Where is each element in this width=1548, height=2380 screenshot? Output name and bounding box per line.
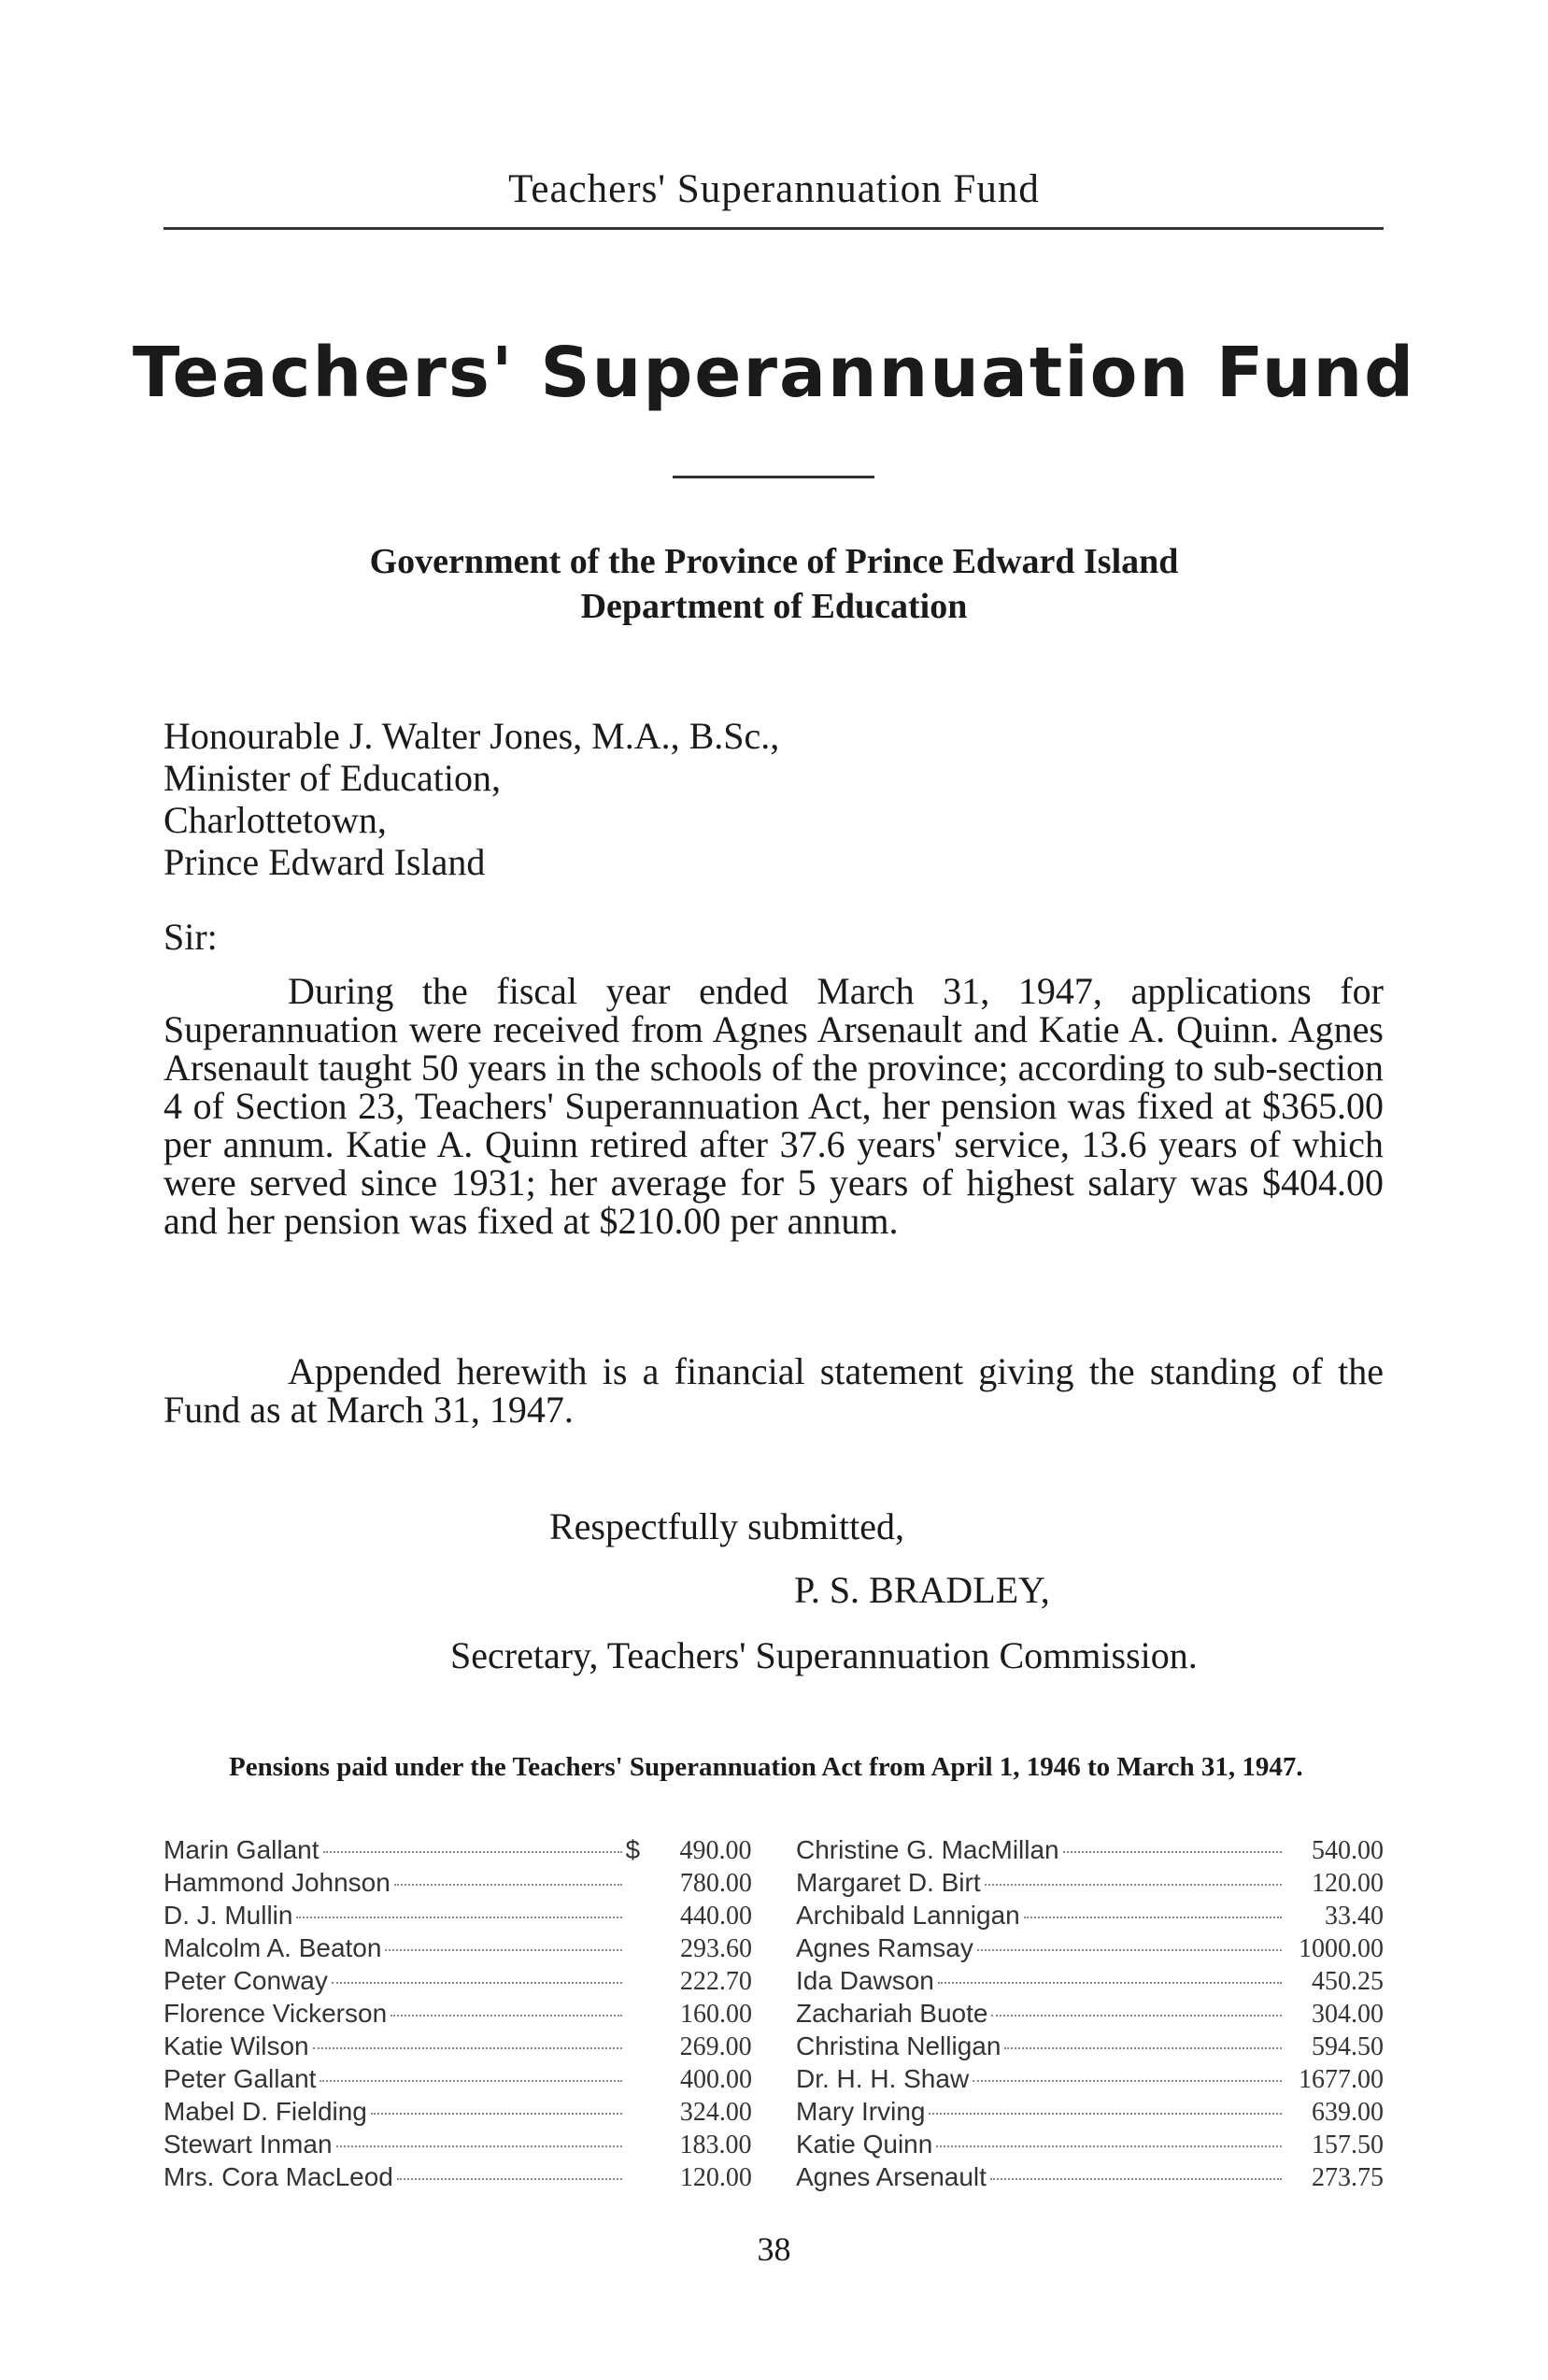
pensioner-name: Christine G. MacMillan (796, 1835, 1059, 1864)
pension-row (163, 1868, 752, 1901)
pension-amount: 639.00 (1312, 2098, 1384, 2127)
pensioner-name: Mary Irving (796, 2097, 926, 2126)
pensioner-name: Mrs. Cora MacLeod (163, 2162, 393, 2191)
government-line: Government of the Province of Prince Edward Island (369, 542, 1179, 581)
dot-leader (1024, 1917, 1282, 1918)
dot-leader (323, 1851, 622, 1853)
pensioner-name: D. J. Mullin (163, 1901, 293, 1930)
pensioner-name: Dr. H. H. Shaw (796, 2064, 970, 2093)
pension-list-right (796, 1835, 1384, 2195)
pensioner-name: Mabel D. Fielding (163, 2097, 367, 2126)
pension-amount: 780.00 (679, 1869, 752, 1898)
pensioner-name: Agnes Ramsay (796, 1933, 973, 1962)
address-block (163, 715, 779, 883)
dot-leader (385, 1949, 622, 1951)
pension-amount: 440.00 (680, 1902, 752, 1931)
pension-amount: 1677.00 (1299, 2065, 1384, 2094)
pension-amount: 269.00 (679, 2032, 752, 2061)
pension-amount: 400.00 (680, 2065, 752, 2094)
dot-leader (296, 1917, 622, 1918)
body-paragraph: During the fiscal year ended March 31, 1947, applications for Superannuation were received from Agnes Arsenault and Katie A. Quinn. Agnes Arsenault taught 50 years in the schools of the province; according to sub-section 4 of Section 23, Teachers' Superannuation Act, her pension was fixed at $365.00 per annum. Katie A. Quinn retired after 37.6 years' service, 13.6 years of which were served since 1931; her average for 5 years of highest salary was $404.00 and her pension was fixed at $210.00 per annum. (163, 970, 1384, 1242)
body-paragraph: Appended herewith is a financial statement giving the standing of the Fund as at March 31, 1947. (163, 1350, 1384, 1431)
address-line: Charlottetown, (163, 799, 387, 841)
pension-amount: 594.50 (1312, 2032, 1384, 2061)
pension-amount: 222.70 (679, 1967, 752, 1996)
dot-leader (332, 1982, 622, 1984)
pensioner-name: Florence Vickerson (163, 1999, 388, 2028)
pension-amount: 120.00 (679, 2163, 752, 2192)
pension-amount: 33.40 (1325, 1902, 1384, 1931)
pension-row (163, 1901, 752, 1933)
currency-symbol: $ (625, 1835, 641, 1864)
dot-leader (929, 2113, 1282, 2115)
pension-amount: 1000.00 (1299, 1934, 1384, 1963)
page-title: Teachers' Superannuation Fund (132, 333, 1416, 413)
dot-leader (394, 1884, 622, 1886)
pension-row (163, 2097, 752, 2130)
pensioner-name: Agnes Arsenault (796, 2162, 987, 2191)
pension-amount: 183.00 (679, 2131, 752, 2159)
pensioner-name: Archibald Lannigan (796, 1901, 1020, 1930)
pension-row (163, 2130, 752, 2162)
pension-row (796, 1901, 1384, 1933)
signatory-name: P. S. BRADLEY, (794, 1569, 1050, 1611)
pension-amount: 540.00 (1312, 1836, 1384, 1865)
government-heading (0, 539, 1548, 629)
pension-amount: 304.00 (1312, 2000, 1384, 2029)
address-line: Minister of Education, (163, 757, 502, 799)
pension-row (796, 2162, 1384, 2195)
running-head: Teachers' Superannuation Fund (508, 167, 1040, 211)
pensioner-name: Katie Wilson (163, 2031, 309, 2060)
dot-leader (1063, 1851, 1282, 1853)
pension-row (796, 1999, 1384, 2031)
signatory-title: Secretary, Teachers' Superannuation Commission. (450, 1634, 1198, 1676)
pension-row (796, 2031, 1384, 2064)
pension-amount: 450.25 (1312, 1967, 1384, 1996)
dot-leader (1004, 2047, 1282, 2049)
address-line: Prince Edward Island (163, 841, 486, 883)
dot-leader (985, 1884, 1282, 1886)
dot-leader (977, 1949, 1282, 1951)
pensioner-name: Marin Gallant (163, 1835, 320, 1864)
pension-row (163, 1835, 752, 1868)
dot-leader (938, 1982, 1282, 1984)
pension-amount: 157.50 (1312, 2131, 1384, 2159)
dot-leader (991, 2015, 1282, 2017)
pension-amount: 293.60 (680, 1934, 752, 1963)
pensioner-name: Hammond Johnson (163, 1868, 391, 1897)
pension-amount: 324.00 (679, 2098, 752, 2127)
dot-leader (973, 2080, 1282, 2082)
salutation: Sir: (163, 916, 218, 958)
dot-leader (371, 2113, 622, 2115)
pension-row (796, 1835, 1384, 1868)
pensioner-name: Ida Dawson (796, 1966, 934, 1995)
pension-row (796, 1933, 1384, 1966)
header-rule (163, 227, 1384, 230)
pension-amount: 160.00 (680, 2000, 752, 2029)
pensioner-name: Zachariah Buote (796, 1999, 988, 2028)
pensioner-name: Katie Quinn (796, 2130, 933, 2159)
title-rule (673, 476, 874, 478)
pension-amount: 273.75 (1312, 2163, 1384, 2192)
pension-row (796, 2097, 1384, 2130)
pension-row (163, 2031, 752, 2064)
pensioner-name: Christina Nelligan (796, 2031, 1001, 2060)
pension-row (796, 2064, 1384, 2097)
closing: Respectfully submitted, (549, 1505, 904, 1547)
page-number: 38 (757, 2230, 791, 2268)
pensioner-name: Margaret D. Birt (796, 1868, 981, 1897)
department-line: Department of Education (580, 587, 968, 626)
dot-leader (397, 2178, 622, 2180)
dot-leader (936, 2145, 1282, 2147)
pension-amount: 120.00 (1312, 1869, 1384, 1898)
pension-row (796, 1868, 1384, 1901)
pension-row (163, 1966, 752, 1999)
pension-row (796, 1966, 1384, 1999)
pensioner-name: Stewart Inman (163, 2130, 333, 2159)
dot-leader (313, 2047, 622, 2049)
pensioner-name: Peter Gallant (163, 2064, 317, 2093)
pension-row (796, 2130, 1384, 2162)
pension-row (163, 1999, 752, 2031)
pension-amount: 490.00 (679, 1836, 752, 1865)
table-caption: Pensions paid under the Teachers' Superannuation Act from April 1, 1946 to March 31, 1947. (229, 1752, 1303, 1782)
dot-leader (320, 2080, 622, 2082)
pension-row (163, 1933, 752, 1966)
dot-leader (391, 2015, 622, 2017)
pensioner-name: Peter Conway (163, 1966, 328, 1995)
dot-leader (336, 2145, 622, 2147)
pension-list-left (163, 1835, 752, 2195)
dot-leader (990, 2178, 1282, 2180)
pension-row (163, 2064, 752, 2097)
address-line: Honourable J. Walter Jones, M.A., B.Sc., (163, 715, 780, 757)
pension-row (163, 2162, 752, 2195)
pensioner-name: Malcolm A. Beaton (163, 1933, 382, 1962)
